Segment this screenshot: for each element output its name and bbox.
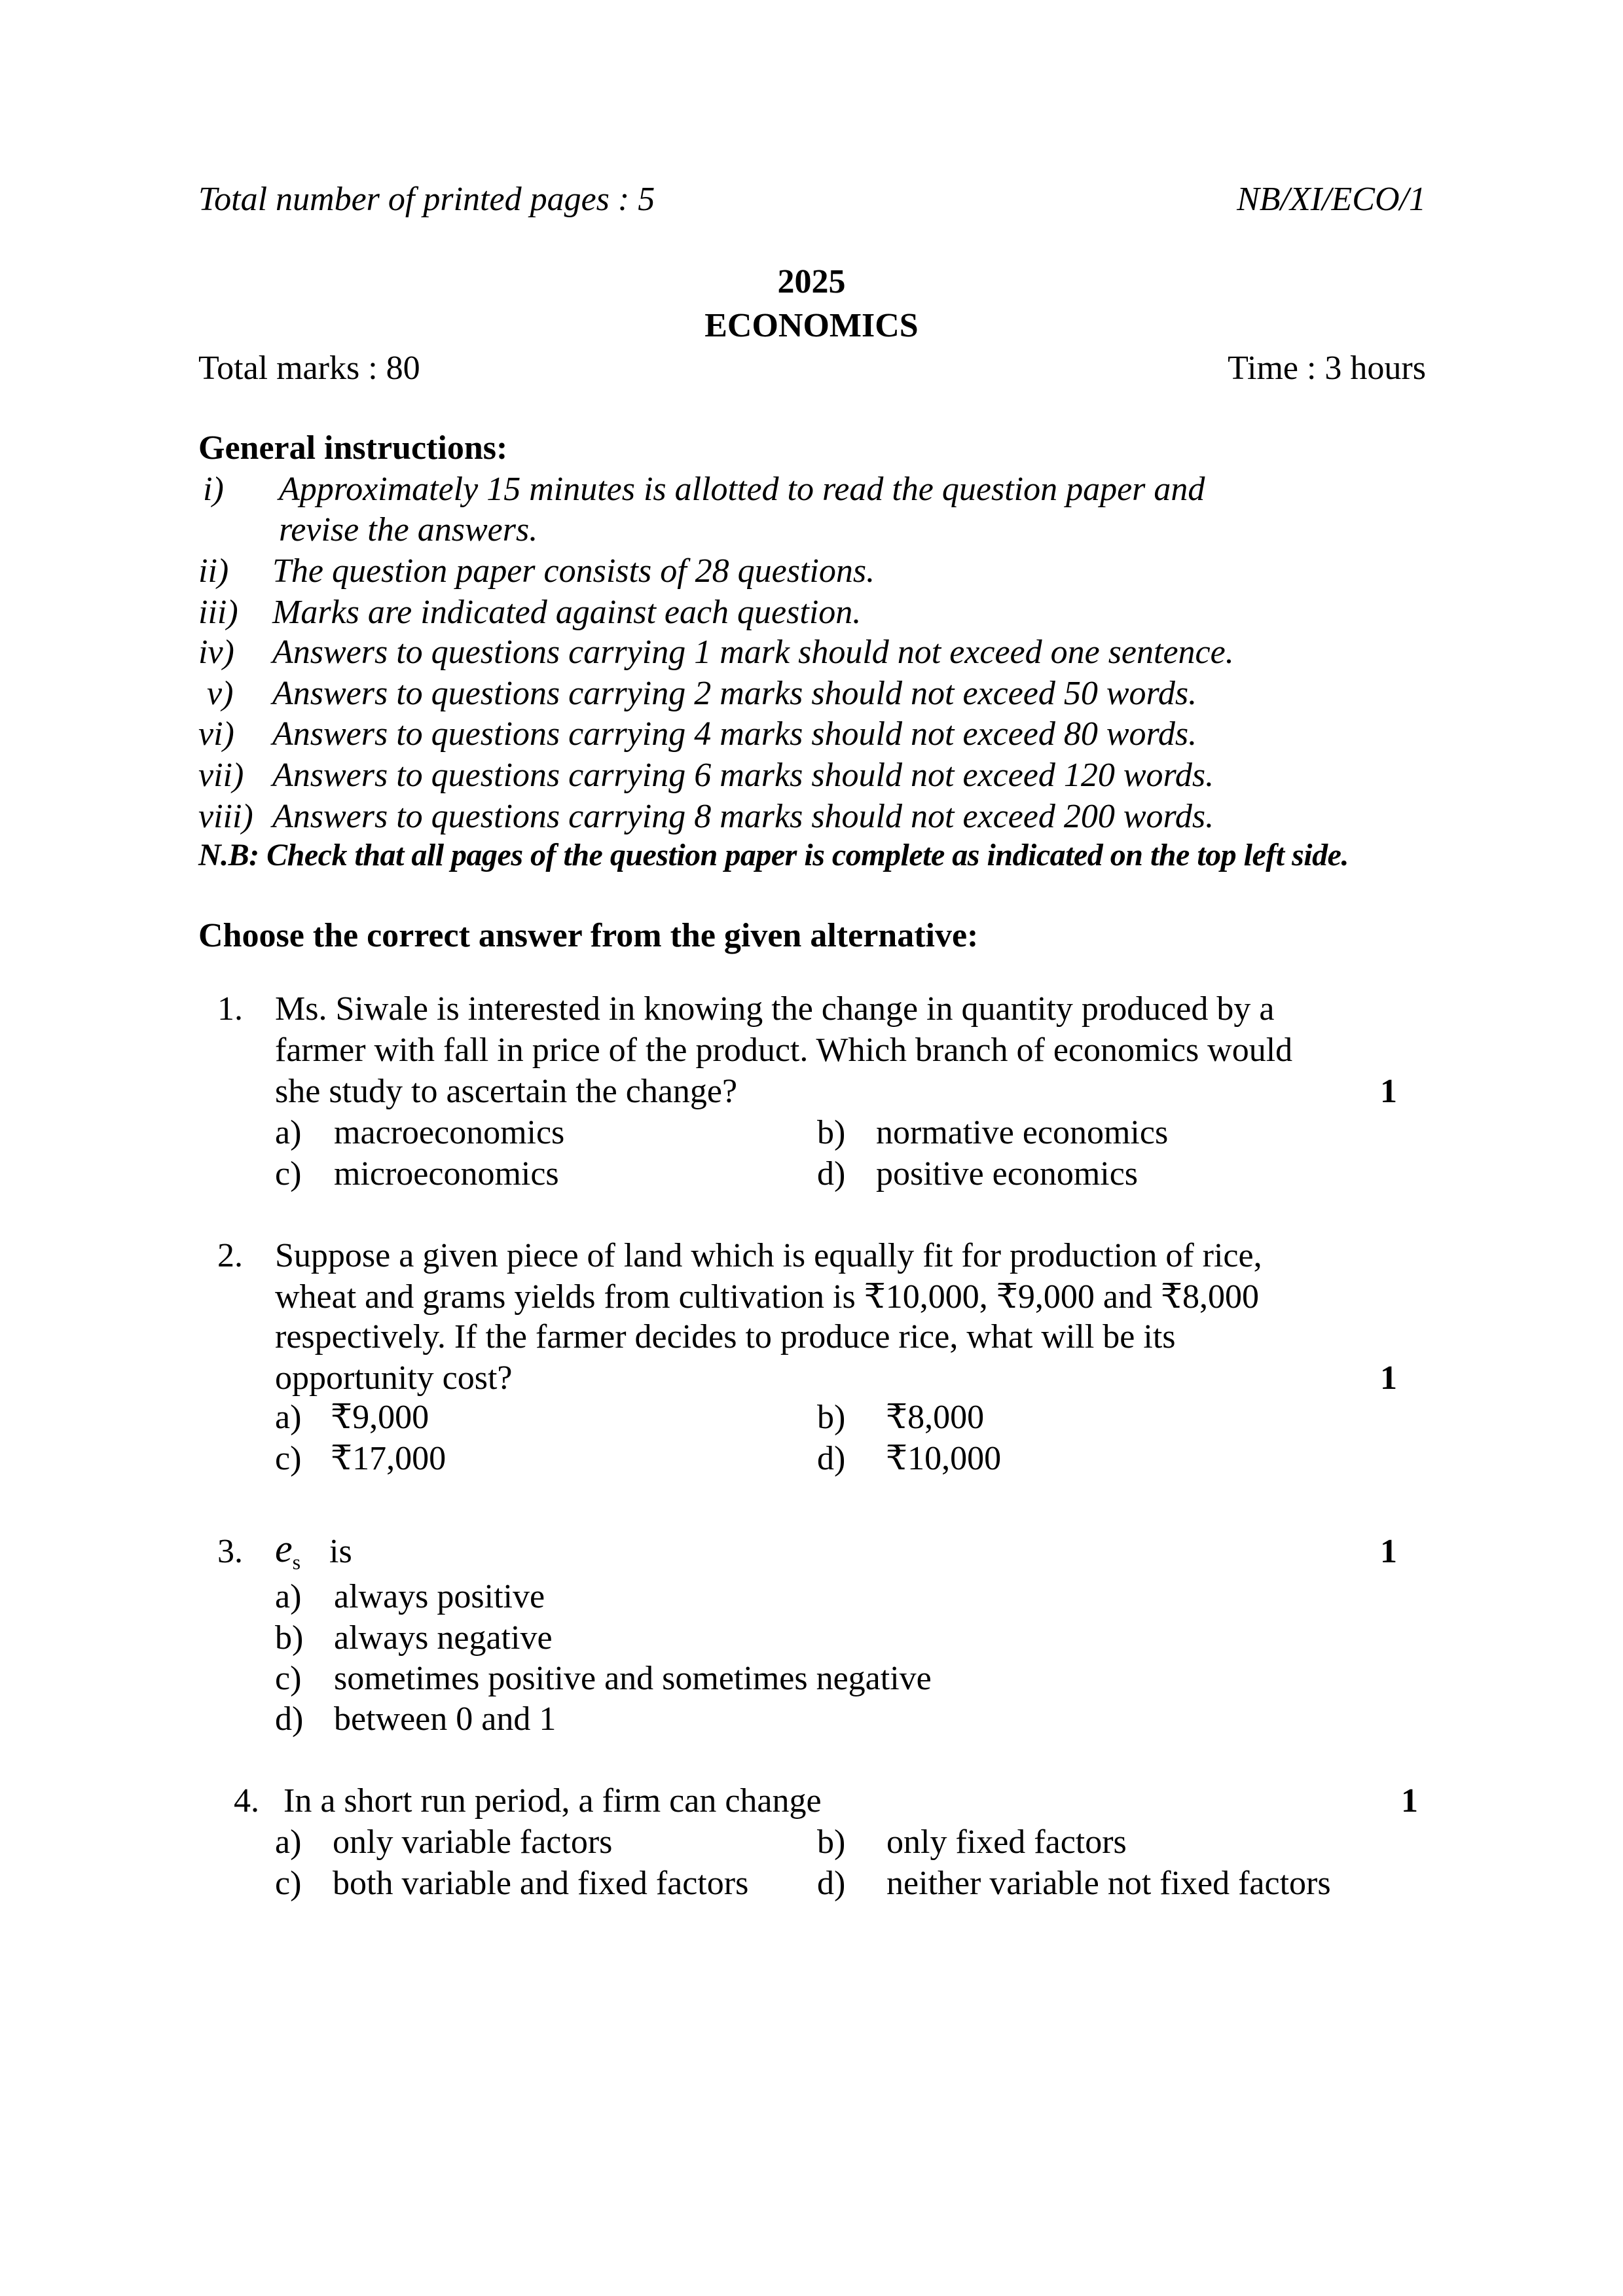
question-text: is [329, 1533, 352, 1570]
question-text: farmer with fall in price of the product. Which branch of economics would [275, 1031, 1293, 1069]
question-marks: 1 [1401, 1782, 1418, 1820]
instruction-text: Answers to questions carrying 1 mark should not exceed one sentence. [272, 634, 1234, 671]
instruction-text: Marks are indicated against each question. [272, 594, 862, 631]
instruction-num: viii) [198, 798, 253, 835]
option-label: a) [275, 1114, 302, 1151]
option-text: always negative [334, 1619, 553, 1657]
option-text: only fixed factors [886, 1823, 1127, 1861]
option-label: b) [275, 1619, 304, 1657]
question-text: wheat and grams yields from cultivation is ₹10,000, ₹9,000 and ₹8,000 [275, 1278, 1260, 1316]
option-text: sometimes positive and sometimes negative [334, 1660, 932, 1697]
instruction-text: Answers to questions carrying 6 marks should not exceed 120 words. [272, 757, 1214, 794]
option-text: between 0 and 1 [334, 1700, 556, 1738]
instruction-text: The question paper consists of 28 questions. [272, 552, 875, 590]
total-marks: Total marks : 80 [198, 350, 420, 387]
option-text: both variable and fixed factors [333, 1865, 749, 1902]
instruction-text: Answers to questions carrying 4 marks should not exceed 80 words. [272, 715, 1197, 753]
instruction-text-cont: revise the answers. [279, 511, 538, 548]
question-text: she study to ascertain the change? [275, 1073, 738, 1110]
nb-note: N.B: Check that all pages of the question paper is complete as indicated on the top left side. [198, 838, 1349, 872]
option-text: neither variable not fixed factors [886, 1865, 1331, 1902]
symbol-e: e [275, 1527, 293, 1570]
exam-duration: Time : 3 hours [1228, 350, 1426, 387]
option-label: d) [817, 1865, 846, 1902]
option-text: ₹17,000 [331, 1440, 447, 1477]
instruction-num: vi) [198, 715, 234, 753]
option-text: ₹10,000 [886, 1440, 1002, 1477]
instruction-num: ii) [198, 552, 229, 590]
question-number: 1. [217, 990, 243, 1028]
option-label: b) [817, 1114, 846, 1151]
question-marks: 1 [1380, 1359, 1397, 1397]
option-label: b) [817, 1399, 846, 1436]
option-text: microeconomics [334, 1155, 559, 1193]
question-text: respectively. If the farmer decides to produce rice, what will be its [275, 1318, 1176, 1355]
instruction-num: iii) [198, 594, 238, 631]
question-text: opportunity cost? [275, 1359, 513, 1397]
section-heading: Choose the correct answer from the given alternative: [198, 917, 979, 954]
instructions-heading: General instructions: [198, 429, 508, 467]
printed-pages-count: Total number of printed pages : 5 [198, 181, 655, 218]
option-label: a) [275, 1399, 302, 1436]
option-label: a) [275, 1823, 302, 1861]
subject-title: ECONOMICS [704, 307, 919, 344]
question-text: In a short run period, a firm can change [283, 1782, 822, 1820]
option-label: c) [275, 1155, 302, 1193]
symbol-subscript: s [292, 1550, 301, 1574]
instruction-text: Answers to questions carrying 8 marks should not exceed 200 words. [272, 798, 1214, 835]
option-text: ₹8,000 [886, 1399, 985, 1436]
question-number: 2. [217, 1237, 243, 1274]
option-label: a) [275, 1578, 302, 1615]
instruction-num: i) [203, 471, 224, 508]
question-number: 4. [234, 1782, 259, 1820]
option-text: only variable factors [333, 1823, 613, 1861]
exam-year: 2025 [777, 263, 846, 300]
option-label: c) [275, 1865, 302, 1902]
question-text: Ms. Siwale is interested in knowing the change in quantity produced by a [275, 990, 1275, 1028]
option-text: macroeconomics [334, 1114, 565, 1151]
option-text: always positive [334, 1578, 545, 1615]
option-label: c) [275, 1660, 302, 1697]
option-label: d) [275, 1700, 304, 1738]
elasticity-symbol [275, 1529, 301, 1581]
question-marks: 1 [1380, 1073, 1397, 1110]
instruction-num: iv) [198, 634, 234, 671]
question-number: 3. [217, 1533, 243, 1570]
instruction-text: Answers to questions carrying 2 marks should not exceed 50 words. [272, 675, 1197, 712]
instruction-num: vii) [198, 757, 244, 794]
instruction-num: v) [207, 675, 234, 712]
option-label: d) [817, 1155, 846, 1193]
question-text: Suppose a given piece of land which is equally fit for production of rice, [275, 1237, 1262, 1274]
option-label: d) [817, 1440, 846, 1477]
option-label: b) [817, 1823, 846, 1861]
option-text: positive economics [876, 1155, 1139, 1193]
paper-code: NB/XI/ECO/1 [1237, 181, 1426, 218]
instruction-text: Approximately 15 minutes is allotted to read the question paper and [279, 471, 1205, 508]
option-text: normative economics [876, 1114, 1169, 1151]
option-text: ₹9,000 [331, 1399, 429, 1436]
question-marks: 1 [1380, 1533, 1397, 1570]
option-label: c) [275, 1440, 302, 1477]
